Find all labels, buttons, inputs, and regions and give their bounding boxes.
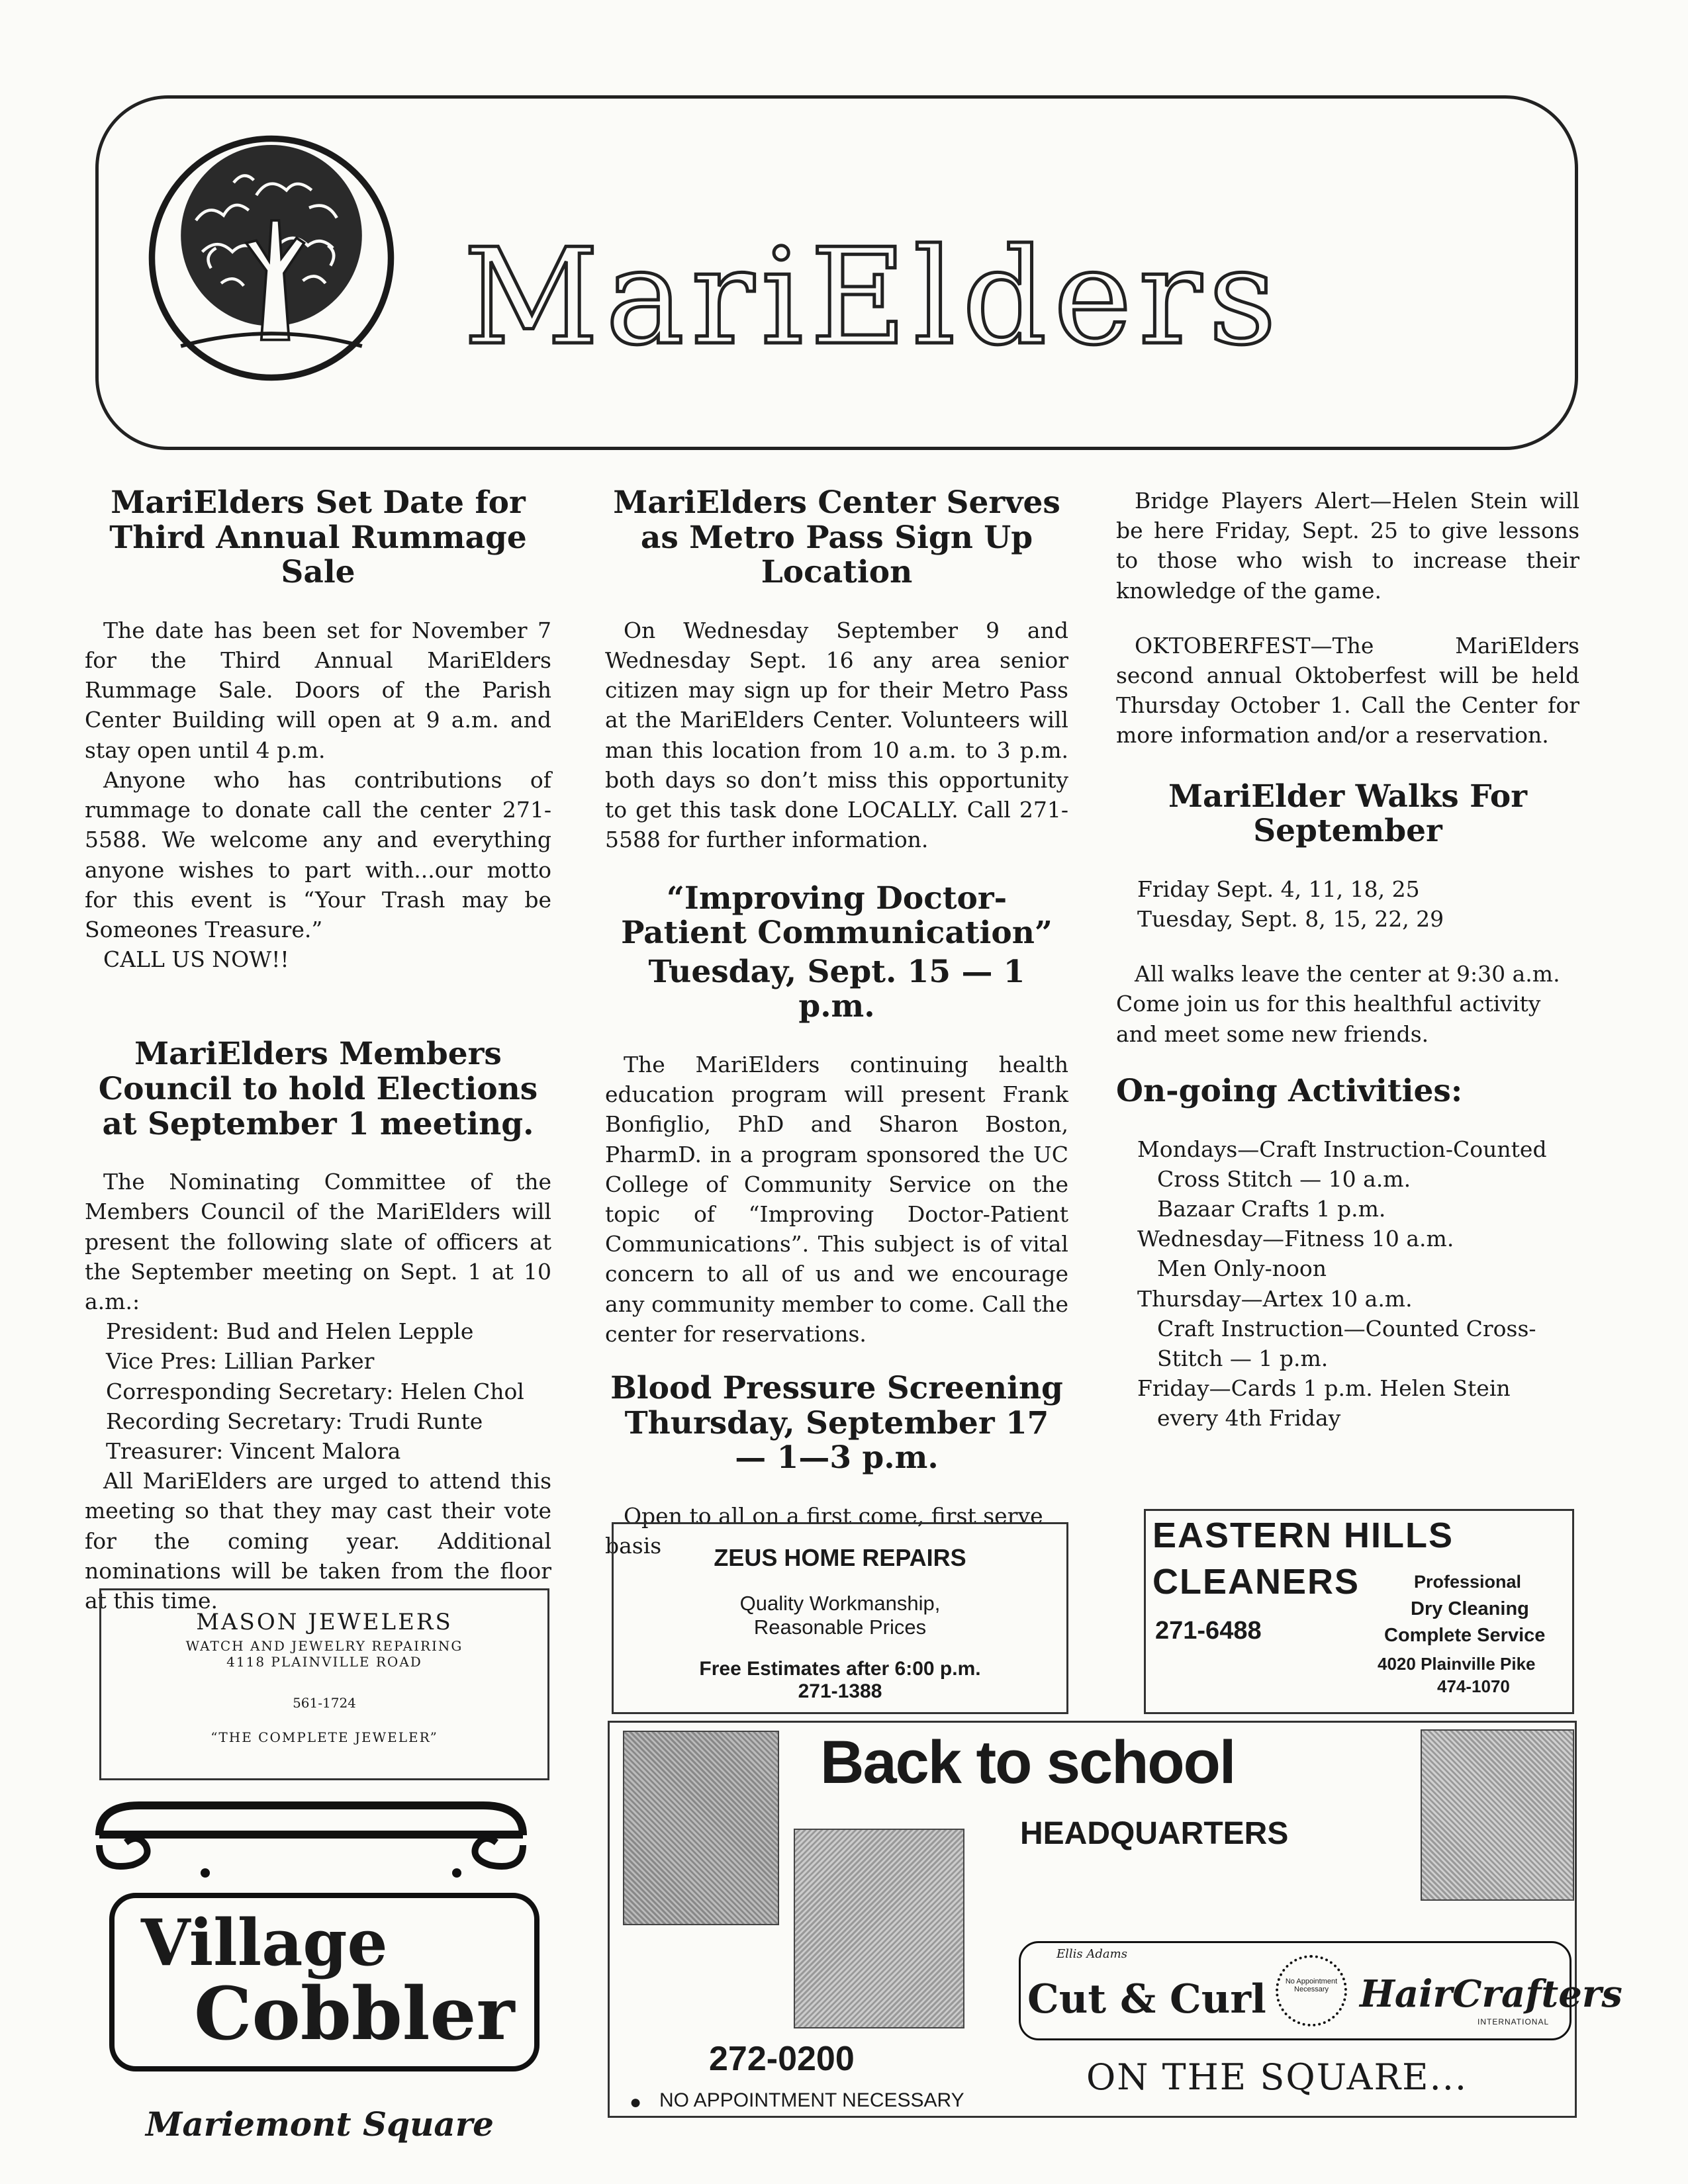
- column-middle: [605, 486, 1068, 1561]
- photo-girl-1-icon: [623, 1731, 779, 1925]
- column-left: [85, 486, 551, 1615]
- cobbler-word-1: Village: [141, 1905, 388, 1980]
- brand2-sub: INTERNATIONAL: [1477, 2017, 1550, 2026]
- school-phone: 272-0200: [709, 2040, 855, 2078]
- cobbler-sign-bracket-icon: [86, 1799, 549, 1878]
- ongoing-line: Friday—Cards 1 p.m. Helen Stein: [1137, 1375, 1511, 1402]
- school-subhead: HEADQUARTERS: [1020, 1816, 1289, 1851]
- doctor-subhead: Tuesday, Sept. 15 — 1 p.m.: [648, 953, 1025, 1025]
- officer-item: Corresponding Secretary: Helen Chol: [106, 1378, 524, 1404]
- school-bullet-icon: ●: [630, 2091, 642, 2113]
- officer-item: Treasurer: Vincent Malora: [106, 1438, 401, 1465]
- eastern-tagline-1: Professional: [1414, 1572, 1522, 1592]
- metro-headline: MariElders Center Serves as Metro Pass Sign Up Location: [613, 484, 1060, 591]
- council-paragraph-2: All MariElders are urged to attend this meeting so that they may cast their vote for the coming year. Additional nominations will be taken from the floor at this time.: [85, 1468, 551, 1614]
- ongoing-line: Men Only-noon: [1157, 1255, 1327, 1282]
- mason-jewelers-ad: [99, 1588, 549, 1780]
- ongoing-line: Cross Stitch — 10 a.m.: [1157, 1165, 1411, 1192]
- officer-item: Vice Pres: Lillian Parker: [106, 1348, 375, 1375]
- brand1-name: Cut & Curl: [1027, 1976, 1266, 2023]
- photo-girl-3-icon: [1421, 1729, 1574, 1901]
- mason-line-2: 4118 PLAINVILLE ROAD: [226, 1654, 422, 1670]
- brand1-script: Ellis Adams: [1056, 1947, 1127, 1961]
- ongoing-line: Bazaar Crafts 1 p.m.: [1157, 1195, 1386, 1222]
- rummage-headline: MariElders Set Date for Third Annual Rummage Sale: [109, 484, 527, 591]
- ongoing-line: Craft Instruction—Counted Cross-: [1157, 1315, 1536, 1342]
- officer-item: President: Bud and Helen Lepple: [106, 1318, 474, 1345]
- officer-item: Recording Secretary: Trudi Runte: [106, 1408, 483, 1434]
- seal-text: No Appointment Necessary: [1285, 1978, 1338, 1993]
- tree-logo-icon: [146, 132, 397, 384]
- ongoing-line: Mondays—Craft Instruction-Counted: [1137, 1136, 1547, 1162]
- walks-line-1: Friday Sept. 4, 11, 18, 25: [1137, 876, 1420, 902]
- ongoing-line: every 4th Friday: [1157, 1405, 1341, 1432]
- council-headline: MariElders Members Council to hold Elections at September 1 meeting.: [98, 1036, 538, 1142]
- column-right: [1116, 486, 1579, 1433]
- eastern-name-1: EASTERN HILLS: [1152, 1516, 1454, 1555]
- rummage-paragraph-1: The date has been set for November 7 for the Third Annual MariElders Rummage Sale. Doors of the Parish Center Building will open at 9 a.m. and stay open until 4 p.m.: [85, 617, 551, 763]
- mason-line-1: WATCH AND JEWELRY REPAIRING: [185, 1638, 463, 1654]
- zeus-phone: 271-1388: [798, 1680, 882, 1702]
- brand2-name: HairCrafters: [1360, 1972, 1622, 2016]
- doctor-paragraph-1: The MariElders continuing health education program will present Frank Bonfiglio, PhD and Sharon Boston, PharmD. in a program sponsored the UC College of Community Service on the topic of “Improving Doctor-Patient Communications”. This subject is of vital concern to all of us and we encourage any community member to come. Call the center for reservations.: [605, 1052, 1068, 1347]
- eastern-phone-1: 271-6488: [1155, 1617, 1262, 1645]
- eastern-phone-2: 474-1070: [1437, 1676, 1510, 1696]
- blood-headline: Blood Pressure Screening Thursday, September 17 — 1—3 p.m.: [610, 1370, 1063, 1477]
- walks-paragraph: All walks leave the center at 9:30 a.m. Come join us for this healthful activity and meet some new friends.: [1116, 961, 1560, 1047]
- walks-line-2: Tuesday, Sept. 8, 15, 22, 29: [1137, 906, 1444, 933]
- cobbler-location: Mariemont Square: [146, 2105, 494, 2144]
- eastern-name-2: CLEANERS: [1152, 1562, 1360, 1602]
- school-headline: Back to school: [820, 1729, 1235, 1796]
- metro-paragraph-1: On Wednesday September 9 and Wednesday Sept. 16 any area senior citizen may sign up for their Metro Pass at the MariElders Center. Volunteers will man this location from 10 a.m. to 3 p.m. both days so don’t miss this opportunity to get this task done LOCALLY. Call 271-5588 for further information.: [605, 617, 1068, 853]
- cobbler-sign: [109, 1893, 539, 2071]
- doctor-headline: “Improving Doctor-Patient Communication”: [621, 880, 1053, 952]
- mason-slogan: “THE COMPLETE JEWELER”: [211, 1729, 438, 1745]
- eastern-tagline-3: Complete Service: [1384, 1625, 1546, 1646]
- council-paragraph-1: The Nominating Committee of the Members Council of the MariElders will present the following slate of officers at the September meeting on Sept. 1 at 10 a.m.:: [85, 1169, 551, 1314]
- school-tagline: ON THE SQUARE...: [1086, 2056, 1468, 2098]
- eastern-address: 4020 Plainville Pike: [1378, 1654, 1536, 1674]
- zeus-name: ZEUS HOME REPAIRS: [714, 1544, 966, 1571]
- oktoberfest-paragraph: OKTOBERFEST—The MariElders second annual Oktoberfest will be held Thursday October 1. Call the Center for more information and/or a reservation.: [1116, 632, 1579, 749]
- walks-headline: MariElder Walks For September: [1168, 778, 1527, 850]
- blood-paragraph-1: Open to all on a first come, first serve basis: [605, 1502, 1043, 1559]
- brand-box: [1019, 1941, 1622, 2040]
- photo-girl-2-icon: [794, 1829, 964, 2028]
- ongoing-line: Wednesday—Fitness 10 a.m.: [1137, 1226, 1454, 1252]
- mason-phone: 561-1724: [293, 1695, 356, 1711]
- back-to-school-ad: [608, 1721, 1622, 2118]
- mason-name: MASON JEWELERS: [196, 1609, 453, 1635]
- school-note: NO APPOINTMENT NECESSARY: [659, 2089, 964, 2111]
- ongoing-headline: On-going Activities:: [1116, 1072, 1463, 1109]
- zeus-line-3: Free Estimates after 6:00 p.m.: [699, 1658, 981, 1680]
- zeus-line-1: Quality Workmanship,: [739, 1592, 941, 1615]
- bridge-paragraph: Bridge Players Alert—Helen Stein will be here Friday, Sept. 25 to give lessons to those who wish to increase their knowledge of the game.: [1116, 488, 1579, 604]
- eastern-hills-cleaners-ad: [1144, 1509, 1574, 1714]
- masthead-title: MariElders: [463, 220, 1284, 375]
- ongoing-line: Stitch — 1 p.m.: [1157, 1345, 1329, 1371]
- rummage-paragraph-3: CALL US NOW!!: [103, 946, 289, 973]
- appointment-seal-icon: [1276, 1955, 1347, 2026]
- cobbler-word-2: Cobbler: [194, 1971, 515, 2056]
- ongoing-line: Thursday—Artex 10 a.m.: [1137, 1285, 1413, 1312]
- rummage-paragraph-2: Anyone who has contributions of rummage to donate call the center 271-5588. We welcome any and everything anyone wishes to part with...our motto for this event is “Your Trash may be Someones Treasure.”: [85, 766, 551, 942]
- zeus-home-repairs-ad: [612, 1522, 1068, 1714]
- eastern-tagline-2: Dry Cleaning: [1411, 1598, 1529, 1619]
- zeus-line-2: Reasonable Prices: [753, 1615, 927, 1639]
